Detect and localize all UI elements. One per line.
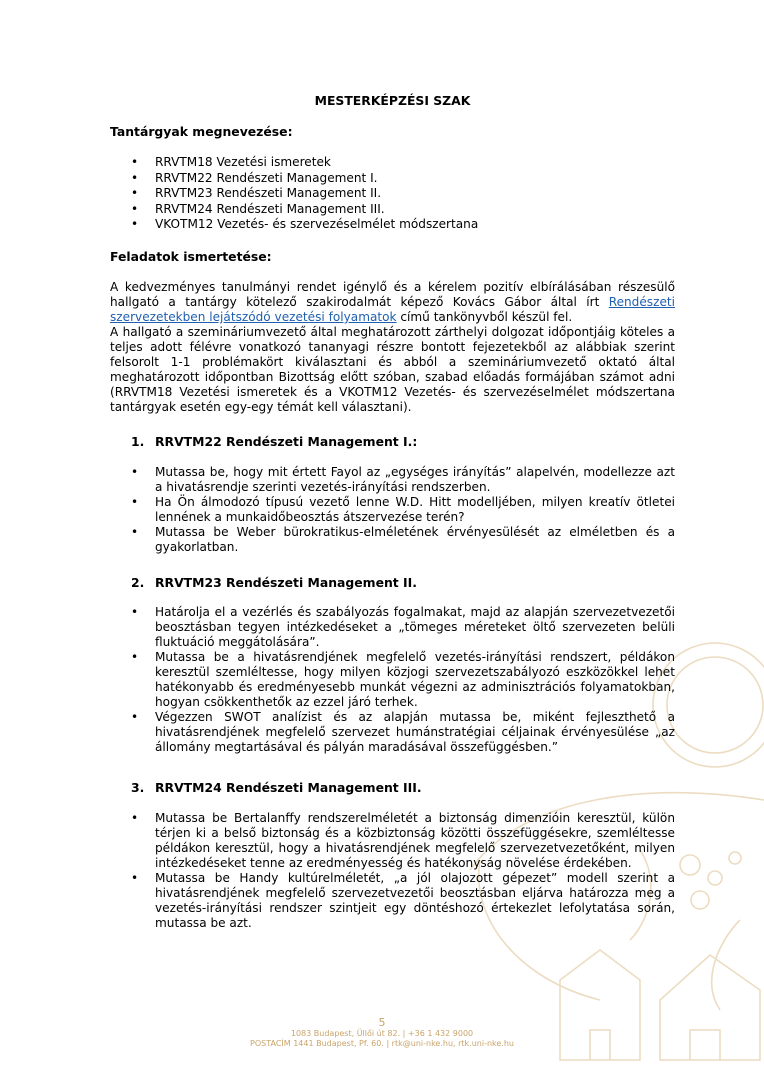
page-footer (0, 1016, 764, 1049)
intro-paragraph-1 (110, 280, 675, 325)
list-item: • Ha Ön álmodozó típusú vezető lenne W.D. Hitt modelljében, milyen kreatív ötletei lennének a munkaidőbeosztás átszervezése terén? (110, 495, 675, 525)
section-title-text: RRVTM22 Rendészeti Management I.: (155, 434, 418, 449)
subjects-heading: Tantárgyak megnevezése: (110, 124, 293, 139)
list-item: • RRVTM22 Rendészeti Management I. (110, 171, 675, 187)
list-item: • Határolja el a vezérlés és szabályozás fogalmakat, majd az alapján szervezetvezetői beosztásban tegyen intézkedéseket a „tömeges méreteket öltő szervezeten belüli fluktuáció meggátolására”. (110, 605, 675, 650)
section-2-tasks (110, 605, 675, 755)
list-item: • RRVTM24 Rendészeti Management III. (110, 202, 675, 218)
list-item: • Mutassa be Weber bürokratikus-elméletének érvényesülését az elméletben és a gyakorlatban. (110, 525, 675, 555)
section-1-tasks (110, 465, 675, 555)
list-item: • Mutassa be a hivatásrendjének megfelelő vezetés-irányítási rendszert, példákon keresztül szemléltesse, hogy milyen közjogi szervezetszabályozó eszközökkel lehet hatékonyabb és eredményesebb munkát végezni az adminisztrációs folyamatokban, hogyan csökkenthetők az ezzel járó terhek. (110, 650, 675, 710)
page-title: MESTERKÉPZÉSI SZAK (314, 93, 471, 108)
section-number: 3. (131, 780, 145, 795)
list-item: • Mutassa be Handy kultúrelméletét, „a jól olajozott gépezet” modell szerint a hivatásrendjének megfelelő szervezetvezetői beosztásban eljárva határozza meg a vezetés-irányítási rendszer szintjeit egy döntéshozó értekezlet lefolytatása során, mutassa be azt. (110, 871, 675, 931)
tasks-heading: Feladatok ismertetése: (110, 249, 272, 264)
textbook-link[interactable]: Rendészeti szervezetekben lejátszódó vezetési folyamatok (110, 295, 675, 324)
section-3-tasks (110, 811, 675, 931)
intro-text-b: című tankönyvből készül fel. (396, 310, 573, 324)
section-number: 2. (131, 575, 145, 590)
list-item: • Mutassa be, hogy mit értett Fayol az „egységes irányítás” alapelvén, modellezze azt a hivatásrendje szerinti vezetés-irányítási rendszerben. (110, 465, 675, 495)
section-title-text: RRVTM23 Rendészeti Management II. (155, 575, 417, 590)
list-item: • RRVTM18 Vezetési ismeretek (110, 155, 675, 171)
subjects-list (110, 155, 675, 233)
section-title-2 (131, 575, 417, 590)
intro-text-a: A kedvezményes tanulmányi rendet igénylő és a kérelem pozitív elbírálásában részesülő hallgató a tantárgy kötelező szakirodalmát képező Kovács Gábor által írt (110, 280, 675, 309)
page-number: 5 (378, 1016, 386, 1029)
list-item: • VKOTM12 Vezetés- és szervezéselmélet módszertana (110, 217, 675, 233)
section-title-text: RRVTM24 Rendészeti Management III. (155, 780, 422, 795)
list-item: • RRVTM23 Rendészeti Management II. (110, 186, 675, 202)
footer-address: 1083 Budapest, Üllői út 82. | +36 1 432 9000 (290, 1029, 474, 1038)
list-item: • Mutassa be Bertalanffy rendszerelméletét a biztonság dimenzióin keresztül, külön térjen ki a belső biztonság és a közbiztonság közötti összefüggésekre, szemléltesse példákon keresztül, hogy a hivatásrendjének megfelelő szervezetvezetőként, milyen intézkedéseket tenne az eredményesség és hatékonyság növelése érdekében. (110, 811, 675, 871)
section-title-1 (131, 434, 417, 449)
section-title-3 (131, 780, 422, 795)
footer-postal: POSTACÍM 1441 Budapest, Pf. 60. | rtk@uni-nke.hu, rtk.uni-nke.hu (250, 1039, 514, 1048)
list-item: • Végezzen SWOT analízist és az alapján mutassa be, miként fejleszthető a hivatásrendjének megfelelő szervezet humánstratégiai céljainak érvényesülése „az állomány megtartásával és pályán maradásával összefüggésben.” (110, 710, 675, 755)
intro-paragraph-2: A hallgató a szemináriumvezető által meghatározott zárthelyi dolgozat időpontjáig köteles a teljes adott félévre vonatkozó tananyagi részre bontott fejezetekből az alábbiak szerint felsorolt 1-1 problémakört kiválasztani és abból a szemináriumvezető oktató által meghatározott időpontban Bizottság előtt szóban, szabad előadás formájában számot adni (RRVTM18 Vezetési ismeretek és a VKOTM12 Vezetés- és szervezéselmélet módszertana tantárgyak esetén egy-egy témát kell választani). (110, 325, 675, 414)
section-number: 1. (131, 434, 145, 449)
